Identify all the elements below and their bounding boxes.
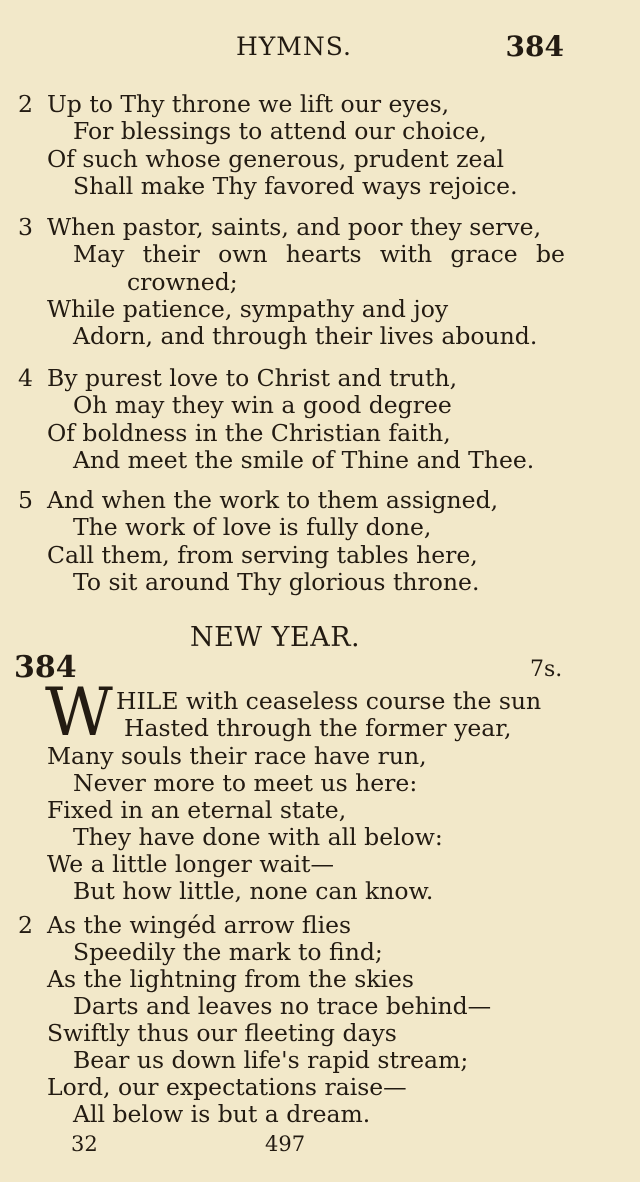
verse-line: Swiftly thus our fleeting days <box>47 1019 397 1047</box>
word: grace <box>450 240 518 268</box>
verse-line-justified <box>73 241 565 268</box>
verse-line: As the lightning from the skies <box>47 965 414 993</box>
stanza-number: 5 <box>18 486 33 514</box>
word: with <box>379 240 433 268</box>
verse-line: Up to Thy throne we lift our eyes, <box>47 90 450 118</box>
verse-line: To sit around Thy glorious throne. <box>73 568 480 596</box>
verse-line: Speedily the mark to find; <box>73 938 383 966</box>
verse-line: And when the work to them assigned, <box>47 486 499 514</box>
verse-line: Oh may they win a good degree <box>73 391 452 419</box>
verse-line: And meet the smile of Thine and Thee. <box>73 446 535 474</box>
page-header <box>0 32 640 72</box>
verse-line: For blessings to attend our choice, <box>73 117 487 145</box>
drop-cap: W <box>45 674 113 751</box>
verse-line: Of boldness in the Christian faith, <box>47 419 451 447</box>
section-title: NEW YEAR. <box>190 622 361 653</box>
verse-line: Darts and leaves no trace behind— <box>73 992 492 1020</box>
word: own <box>218 240 268 268</box>
verse-line: Of such whose generous, prudent zeal <box>47 145 504 173</box>
word: May <box>73 240 125 268</box>
meter: 7s. <box>530 657 563 682</box>
verse-line: The work of love is fully done, <box>73 513 432 541</box>
verse-line: Call them, from serving tables here, <box>47 541 478 569</box>
word: hearts <box>285 240 362 268</box>
word: their <box>142 240 200 268</box>
stanza-number: 4 <box>18 364 33 392</box>
verse-line: As the wingéd arrow flies <box>47 911 352 939</box>
verse-line: While patience, sympathy and joy <box>47 295 449 323</box>
verse-line: When pastor, saints, and poor they serve, <box>47 213 542 241</box>
signature-mark: 32 <box>71 1132 98 1156</box>
hymn-number: 384 <box>14 650 77 685</box>
page-number: 497 <box>265 1132 306 1156</box>
header-hymn-number: 384 <box>505 30 564 63</box>
verse-line: We a little longer wait— <box>47 850 334 878</box>
verse-line: Shall make Thy favored ways rejoice. <box>73 172 518 200</box>
verse-line: Never more to meet us here: <box>73 769 418 797</box>
verse-line: Fixed in an eternal state, <box>47 796 347 824</box>
stanza-number: 2 <box>18 90 33 118</box>
stanza-number: 3 <box>18 213 33 241</box>
verse-line: Hasted through the former year, <box>124 714 512 742</box>
verse-line: By purest love to Christ and truth, <box>47 364 458 392</box>
verse-line: Adorn, and through their lives abound. <box>73 322 538 350</box>
verse-line: But how little, none can know. <box>73 877 434 905</box>
verse-line: Bear us down life's rapid stream; <box>73 1046 469 1074</box>
verse-line: Many souls their race have run, <box>47 742 427 770</box>
stanza-number: 2 <box>18 911 33 939</box>
verse-line: Lord, our expectations raise— <box>47 1073 407 1101</box>
running-head: HYMNS. <box>236 32 352 61</box>
verse-line: HILE with ceaseless course the sun <box>116 687 542 715</box>
verse-line: They have done with all below: <box>73 823 443 851</box>
verse-line-continuation: crowned; <box>127 268 238 296</box>
verse-line: All below is but a dream. <box>73 1100 371 1128</box>
word: be <box>535 240 565 268</box>
